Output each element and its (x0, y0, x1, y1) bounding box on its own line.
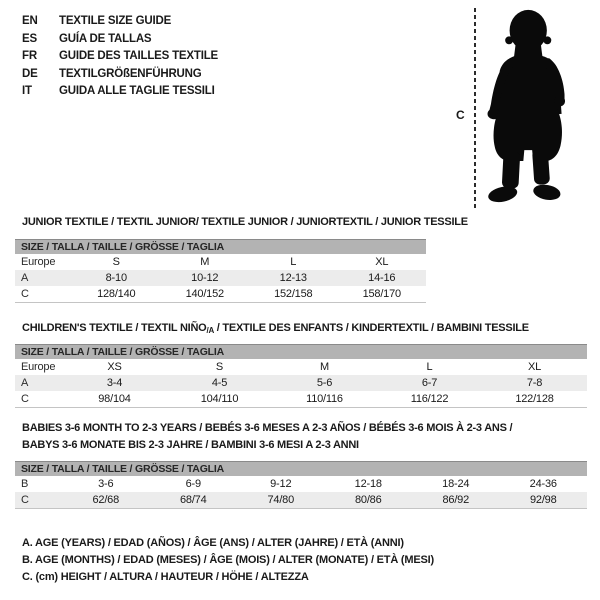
language-code: FR (22, 50, 37, 63)
row-label: Europe (21, 361, 56, 373)
language-row-de (22, 66, 218, 84)
age-cell: 12-13 (249, 270, 338, 286)
table-row (15, 391, 587, 408)
table-row (15, 492, 587, 509)
junior-section-title: JUNIOR TEXTILE / TEXTIL JUNIOR/ TEXTILE JUNIOR / JUNIORTEXTIL / JUNIOR TESSILE (22, 216, 468, 228)
language-title-list (22, 13, 218, 101)
height-cell: 92/98 (500, 492, 588, 509)
table-row (15, 476, 587, 492)
size-header-row (15, 345, 587, 360)
table-row (15, 254, 426, 270)
row-label: A (15, 375, 62, 391)
height-cell: 98/104 (98, 393, 131, 405)
size-band-label: SIZE / TALLA / TAILLE / GRÖSSE / TAGLIA (15, 240, 426, 255)
height-cell: 62/68 (62, 492, 150, 509)
height-measure-label: C (456, 108, 465, 122)
guide-title-it: GUIDA ALLE TAGLIE TESSILI (59, 85, 215, 98)
junior-size-table (15, 239, 426, 303)
height-cell: 80/86 (325, 492, 413, 509)
children-section-title (22, 322, 529, 335)
height-cell: 158/170 (362, 288, 401, 300)
row-label: Europe (21, 256, 56, 268)
size-cell: S (112, 256, 120, 268)
age-cell: 14-16 (338, 270, 427, 286)
height-cell: 86/92 (412, 492, 500, 509)
height-cell: 104/110 (200, 393, 239, 405)
size-band-label: SIZE / TALLA / TAILLE / GRÖSSE / TAGLIA (15, 345, 587, 360)
height-cell: 68/74 (150, 492, 238, 509)
age-cell: 12-18 (354, 478, 382, 490)
babies-section-title (22, 420, 582, 453)
size-cell: L (290, 256, 297, 268)
age-cell: 6-9 (185, 478, 201, 490)
age-cell: 3-4 (62, 375, 167, 391)
guide-title-de: TEXTILGRÖßENFÜHRUNG (59, 67, 202, 80)
row-label: C (15, 492, 62, 509)
age-cell: 5-6 (272, 375, 377, 391)
language-code: IT (22, 85, 32, 98)
height-cell: 110/116 (306, 393, 343, 405)
age-cell: 3-6 (98, 478, 114, 490)
age-cell: 6-7 (377, 375, 482, 391)
height-cell: 116/122 (410, 393, 449, 405)
size-header-row (15, 240, 426, 255)
size-cell: XL (375, 256, 389, 268)
age-cell: 9-12 (270, 478, 292, 490)
age-cell: 18-24 (442, 478, 470, 490)
legend-footnotes (22, 535, 434, 585)
babies-title-line2: BABYS 3-6 MONATE BIS 2-3 JAHRE / BAMBINI 3-6 MESI A 2-3 ANNI (22, 438, 359, 451)
height-cell: 140/152 (185, 288, 224, 300)
children-title-pre: CHILDREN'S TEXTILE / TEXTIL NIÑO (22, 322, 207, 334)
size-cell: M (200, 256, 210, 268)
size-cell: XL (527, 361, 542, 373)
row-label: C (21, 393, 29, 405)
children-title-post: / TEXTILE DES ENFANTS / KINDERTEXTIL / BAMBINI TESSILE (213, 322, 529, 334)
language-row-en (22, 13, 218, 31)
row-label: B (21, 478, 29, 490)
guide-title-fr: GUIDE DES TAILLES TEXTILE (59, 50, 218, 63)
table-row (15, 286, 426, 303)
height-cell: 128/140 (97, 288, 136, 300)
language-code: ES (22, 32, 37, 45)
height-dotted-line (474, 8, 476, 208)
height-cell: 122/128 (515, 393, 554, 405)
language-row-es (22, 31, 218, 49)
babies-title-line1: BABIES 3-6 MONTH TO 2-3 YEARS / BEBÉS 3-6 MESES A 2-3 AÑOS / BÉBÉS 3-6 MOIS À 2-3 ANS / (22, 422, 513, 434)
children-size-table (15, 344, 587, 408)
guide-title-es: GUÍA DE TALLAS (59, 32, 152, 45)
guide-title-en: TEXTILE SIZE GUIDE (59, 15, 172, 27)
row-label: A (15, 270, 72, 286)
table-row (15, 359, 587, 375)
size-band-label: SIZE / TALLA / TAILLE / GRÖSSE / TAGLIA (15, 462, 587, 477)
age-cell: 8-10 (72, 270, 161, 286)
height-cell: 152/158 (274, 288, 313, 300)
height-cell: 74/80 (237, 492, 325, 509)
baby-silhouette-image (485, 4, 595, 210)
row-label: C (21, 288, 29, 300)
footnote-height-cm: C. (cm) HEIGHT / ALTURA / HAUTEUR / HÖHE / ALTEZZA (22, 570, 309, 583)
age-cell: 7-8 (482, 375, 587, 391)
size-header-row (15, 462, 587, 477)
language-row-fr (22, 48, 218, 66)
size-cell: M (320, 361, 329, 373)
babies-size-table (15, 461, 587, 509)
footnote-age-years: A. AGE (YEARS) / EDAD (AÑOS) / ÂGE (ANS) / ALTER (JAHRE) / ETÀ (ANNI) (22, 537, 404, 549)
age-cell: 4-5 (167, 375, 272, 391)
footnote-age-months: B. AGE (MONTHS) / EDAD (MESES) / ÂGE (MOIS) / ALTER (MONATE) / ETÀ (MESI) (22, 553, 434, 566)
age-cell: 10-12 (161, 270, 250, 286)
language-code: DE (22, 67, 38, 80)
table-row (15, 270, 426, 286)
size-cell: XS (107, 361, 122, 373)
age-cell: 24-36 (529, 478, 557, 490)
table-row (15, 375, 587, 391)
language-row-it (22, 83, 218, 101)
language-code: EN (22, 15, 38, 27)
size-cell: S (215, 361, 224, 373)
children-title-subscript: /A (206, 326, 214, 335)
size-cell: L (426, 361, 433, 373)
